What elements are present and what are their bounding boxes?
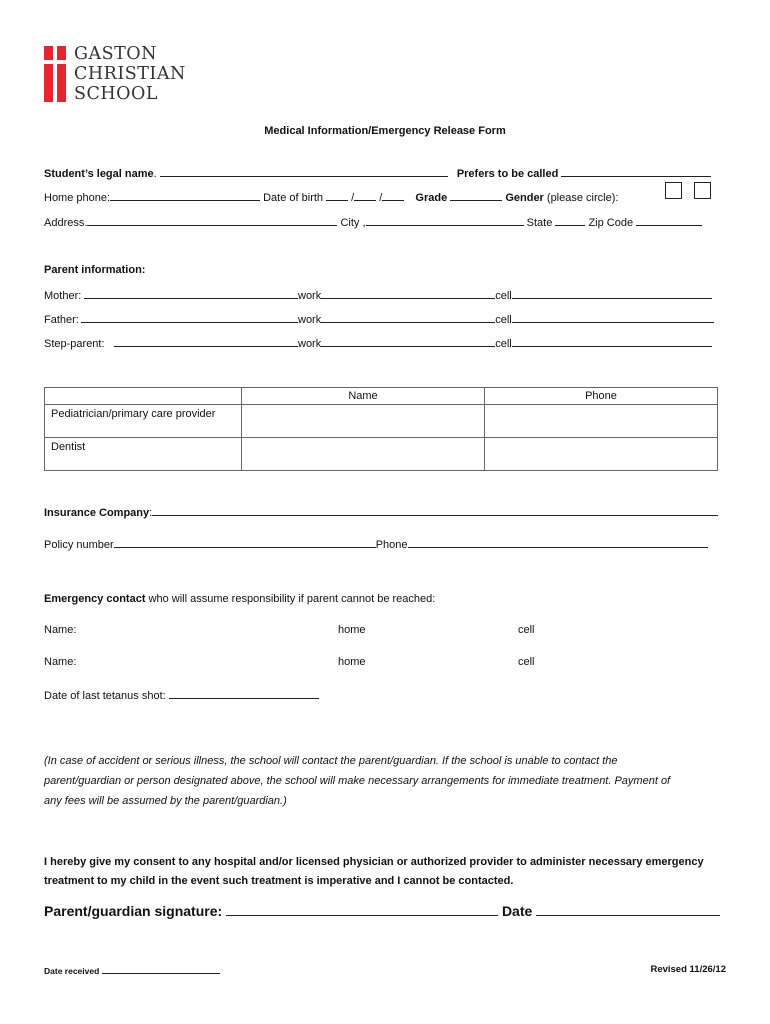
providers-header-row xyxy=(45,388,718,405)
grade-label: Grade xyxy=(415,192,448,204)
logo-line-1: GASTON xyxy=(74,44,157,64)
date-received-field[interactable] xyxy=(102,965,220,974)
stepparent-work-field[interactable] xyxy=(321,336,495,347)
tetanus-field[interactable] xyxy=(169,688,319,699)
table-row xyxy=(45,438,718,471)
address-field[interactable] xyxy=(87,215,337,226)
stepparent-name-field[interactable] xyxy=(114,336,298,347)
signature-date-label: Date xyxy=(501,903,533,919)
consent-line-2: treatment to my child in the event such treatment is imperative and I cannot be contacted. xyxy=(44,875,514,887)
grade-field[interactable] xyxy=(450,190,502,201)
insurance-company-field[interactable] xyxy=(152,505,718,516)
signature-label: Parent/guardian signature: xyxy=(44,903,223,919)
home-phone-field[interactable] xyxy=(110,190,260,201)
parent-label: Mother: xyxy=(44,290,82,302)
parent-row-father xyxy=(44,312,714,326)
emergency-row-2-name[interactable]: Name: xyxy=(44,656,77,668)
consent-line-1: I hereby give my consent to any hospital and/or licensed physician or authorized provider to administer necessary emergency xyxy=(44,856,704,868)
cell-label: cell xyxy=(495,314,512,326)
parent-label: Step-parent: xyxy=(44,338,105,350)
gender-checkbox-2[interactable] xyxy=(694,182,711,199)
disclaimer-line-1: (In case of accident or serious illness, the school will contact the parent/guardian. If the school is unable to contact the xyxy=(44,755,618,767)
city-field[interactable] xyxy=(366,215,524,226)
date-received-row xyxy=(44,965,220,976)
father-cell-field[interactable] xyxy=(512,312,714,323)
school-logo-mark xyxy=(44,46,66,102)
address-label: Address xyxy=(44,217,85,229)
signature-field[interactable] xyxy=(226,902,498,916)
zip-field[interactable] xyxy=(636,215,702,226)
home-phone-label: Home phone: xyxy=(44,192,111,204)
revised-date: Revised 11/26/12 xyxy=(650,964,726,975)
header-phone-cell: Phone xyxy=(485,388,718,405)
pediatrician-phone-cell[interactable] xyxy=(485,405,718,438)
consent-text xyxy=(44,853,704,891)
mother-work-field[interactable] xyxy=(321,288,495,299)
mother-cell-field[interactable] xyxy=(512,288,712,299)
parent-row-mother xyxy=(44,288,712,302)
gender-label: Gender xyxy=(505,192,544,204)
emergency-row-1-cell[interactable]: cell xyxy=(518,624,535,636)
city-label: City xyxy=(340,217,360,229)
legal-name-label: Student’s legal name xyxy=(44,168,154,180)
emergency-heading xyxy=(44,593,435,605)
logo-line-3: SCHOOL xyxy=(74,84,158,104)
father-work-field[interactable] xyxy=(321,312,495,323)
parent-row-stepparent xyxy=(44,336,712,350)
dob-day-field[interactable] xyxy=(354,190,376,201)
emergency-row-2-home[interactable]: home xyxy=(338,656,366,668)
policy-row xyxy=(44,537,708,551)
parent-label: Father: xyxy=(44,314,79,326)
student-phone-row: Home phone: Date of birth / / Grade Gender (please circle): xyxy=(44,192,619,204)
tetanus-label: Date of last tetanus shot: xyxy=(44,690,166,702)
disclaimer-line-3: any fees will be assumed by the parent/guardian.) xyxy=(44,795,287,807)
pediatrician-name-cell[interactable] xyxy=(242,405,485,438)
parent-heading: Parent information: xyxy=(44,264,146,276)
gender-note: (please circle): xyxy=(546,192,619,204)
signature-date-field[interactable] xyxy=(536,902,720,916)
gender-checkbox-1[interactable] xyxy=(665,182,682,199)
insurance-company-row: Insurance Company: xyxy=(44,505,718,519)
emergency-heading-rest: who will assume responsibility if parent cannot be reached: xyxy=(148,593,436,605)
dob-month-field[interactable] xyxy=(326,190,348,201)
zip-label: Zip Code xyxy=(588,217,634,229)
disclaimer-line-2: parent/guardian or person designated above, the school will make necessary arrangements for immediate treatment. Payment of xyxy=(44,775,671,787)
header-name-cell: Name xyxy=(242,388,485,405)
cell-label: cell xyxy=(495,290,512,302)
emergency-row-2-cell[interactable]: cell xyxy=(518,656,535,668)
dob-year-field[interactable] xyxy=(382,190,404,201)
emergency-row-1-name[interactable]: Name: xyxy=(44,624,77,636)
providers-table xyxy=(44,387,718,471)
state-label: State xyxy=(526,217,553,229)
policy-label: Policy number xyxy=(44,539,114,551)
student-name-row: Student’s legal name. Prefers to be called xyxy=(44,166,711,180)
provider-label-cell: Pediatrician/primary care provider xyxy=(45,405,242,438)
address-row: Address. City , State Zip Code xyxy=(44,215,702,229)
work-label: work xyxy=(298,338,322,350)
provider-label-cell: Dentist xyxy=(45,438,242,471)
tetanus-row xyxy=(44,688,319,702)
insurance-phone-label: Phone xyxy=(375,539,408,551)
cell-label: cell xyxy=(495,338,512,350)
prefers-field[interactable] xyxy=(561,166,711,177)
date-received-label: Date received xyxy=(44,966,100,976)
prefers-label: Prefers to be called xyxy=(456,168,559,180)
dob-label: Date of birth xyxy=(263,192,324,204)
disclaimer-text xyxy=(44,751,670,811)
dentist-name-cell[interactable] xyxy=(242,438,485,471)
emergency-heading-bold: Emergency contact xyxy=(44,593,146,605)
state-field[interactable] xyxy=(555,215,585,226)
insurance-company-label: Insurance Company xyxy=(44,507,150,519)
mother-name-field[interactable] xyxy=(84,288,298,299)
emergency-row-1-home[interactable]: home xyxy=(338,624,366,636)
header-empty-cell xyxy=(45,388,242,405)
work-label: work xyxy=(298,314,322,326)
policy-field[interactable] xyxy=(114,537,376,548)
table-row xyxy=(45,405,718,438)
father-name-field[interactable] xyxy=(81,312,298,323)
dentist-phone-cell[interactable] xyxy=(485,438,718,471)
school-logo-text xyxy=(74,44,186,104)
logo-line-2: CHRISTIAN xyxy=(74,64,186,84)
signature-row xyxy=(44,902,720,919)
legal-name-field[interactable] xyxy=(160,166,448,177)
work-label: work xyxy=(298,290,322,302)
insurance-phone-field[interactable] xyxy=(408,537,708,548)
form-title: Medical Information/Emergency Release Form xyxy=(264,125,506,137)
stepparent-cell-field[interactable] xyxy=(512,336,712,347)
